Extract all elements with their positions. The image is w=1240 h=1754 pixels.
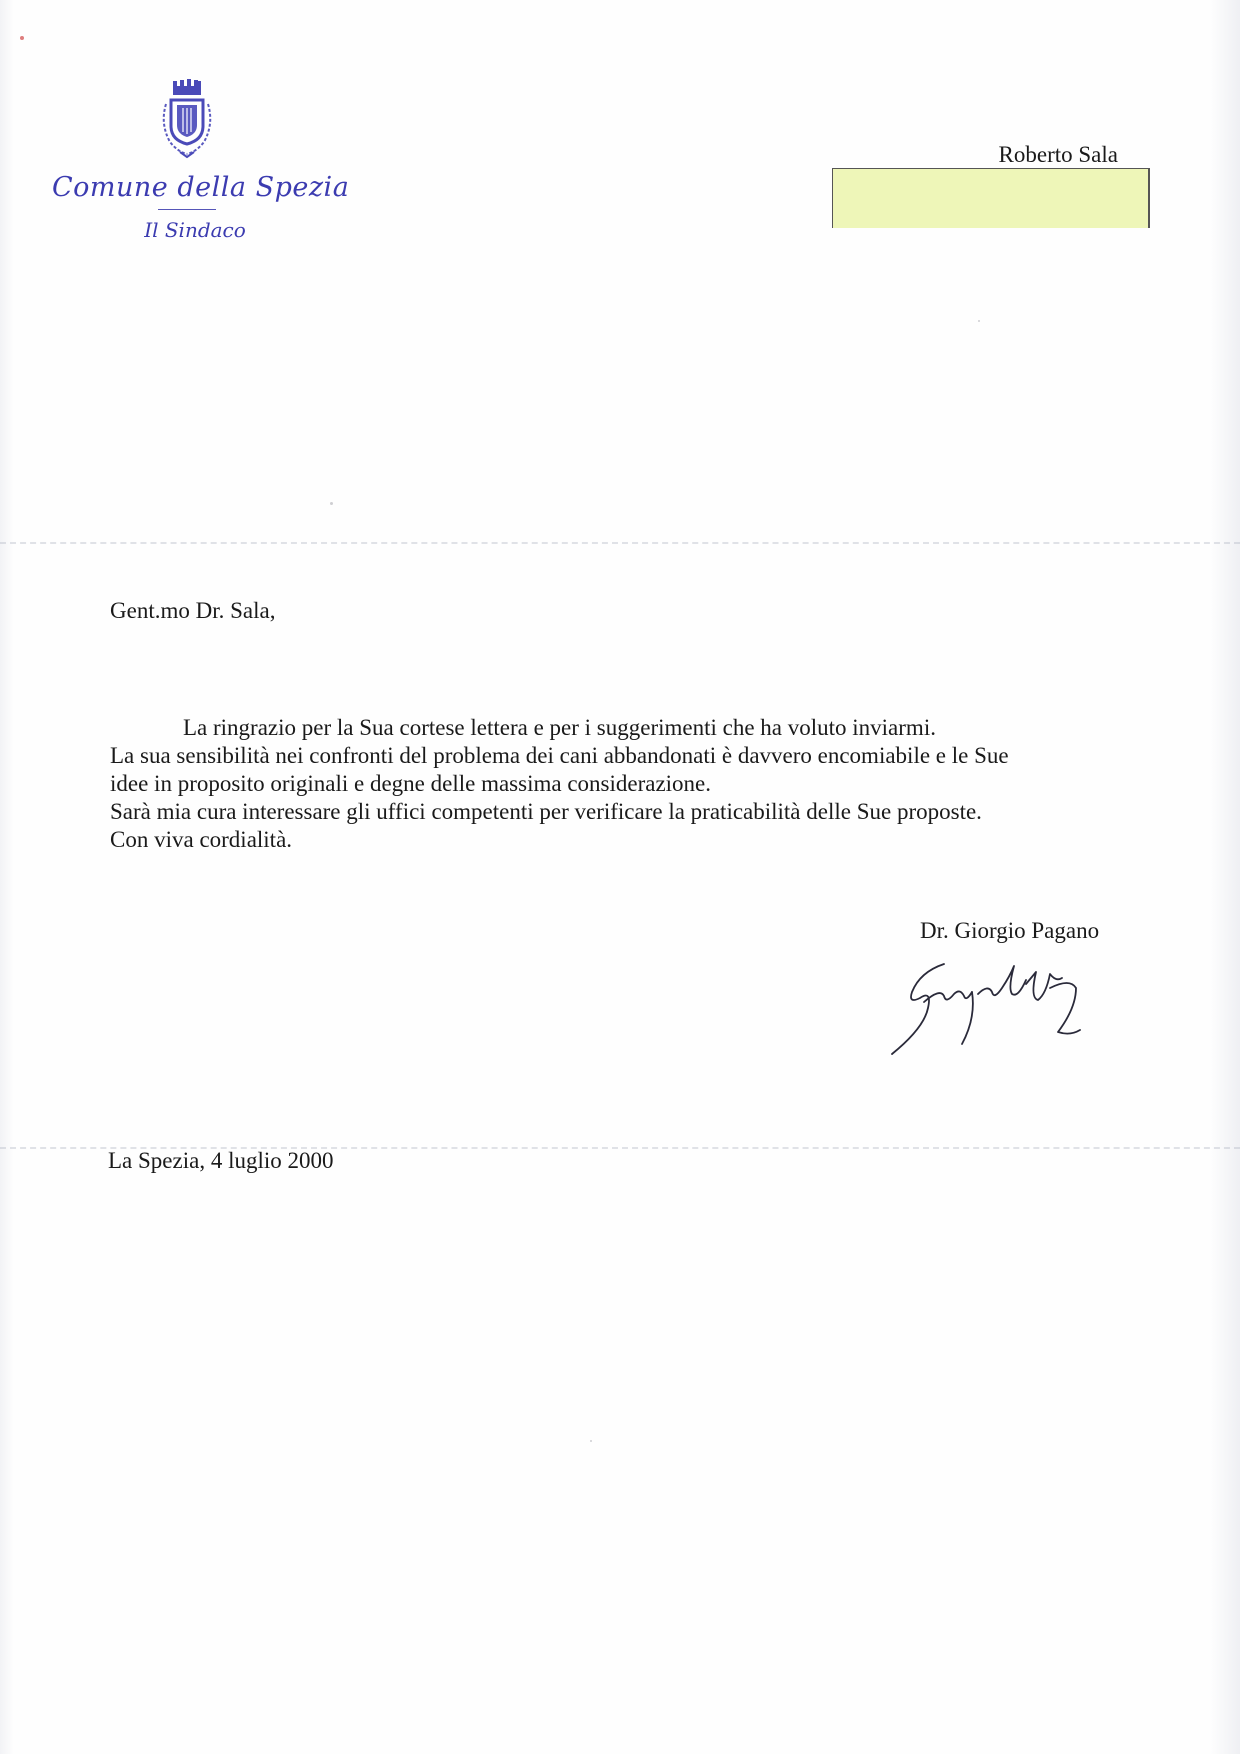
coat-of-arms-icon bbox=[156, 78, 218, 160]
body-line: idee in proposito originali e degne delle massima considerazione. bbox=[110, 771, 712, 796]
ink-speck bbox=[20, 36, 24, 40]
handwritten-signature-icon bbox=[880, 958, 1120, 1058]
ink-speck bbox=[978, 320, 980, 322]
letterhead-comune: Comune della Spezia bbox=[52, 172, 350, 203]
fold-line bbox=[0, 542, 1240, 544]
body-line: Sarà mia cura interessare gli uffici competenti per verificare la praticabilità delle Sue proposte. bbox=[110, 799, 982, 824]
body-line: La sua sensibilità nei confronti del problema dei cani abbandonati è davvero encomiabile e le Sue bbox=[110, 743, 1009, 768]
letterhead-divider bbox=[158, 209, 216, 210]
body-line: Con viva cordialità. bbox=[110, 827, 293, 852]
recipient-block bbox=[832, 140, 1150, 170]
place-date: La Spezia, 4 luglio 2000 bbox=[108, 1148, 334, 1173]
body-line: La ringrazio per la Sua cortese lettera e per i suggerimenti che ha voluto inviarmi. bbox=[183, 715, 936, 740]
letterhead bbox=[52, 78, 350, 242]
recipient-name: Roberto Sala bbox=[998, 142, 1118, 167]
letterhead-office: Il Sindaco bbox=[144, 218, 246, 242]
signatory-name: Dr. Giorgio Pagano bbox=[920, 918, 1100, 943]
ink-speck bbox=[330, 502, 333, 505]
redacted-address bbox=[832, 168, 1150, 228]
salutation: Gent.mo Dr. Sala, bbox=[110, 598, 276, 623]
letter-body bbox=[110, 714, 1110, 854]
ink-speck bbox=[590, 1440, 592, 1442]
